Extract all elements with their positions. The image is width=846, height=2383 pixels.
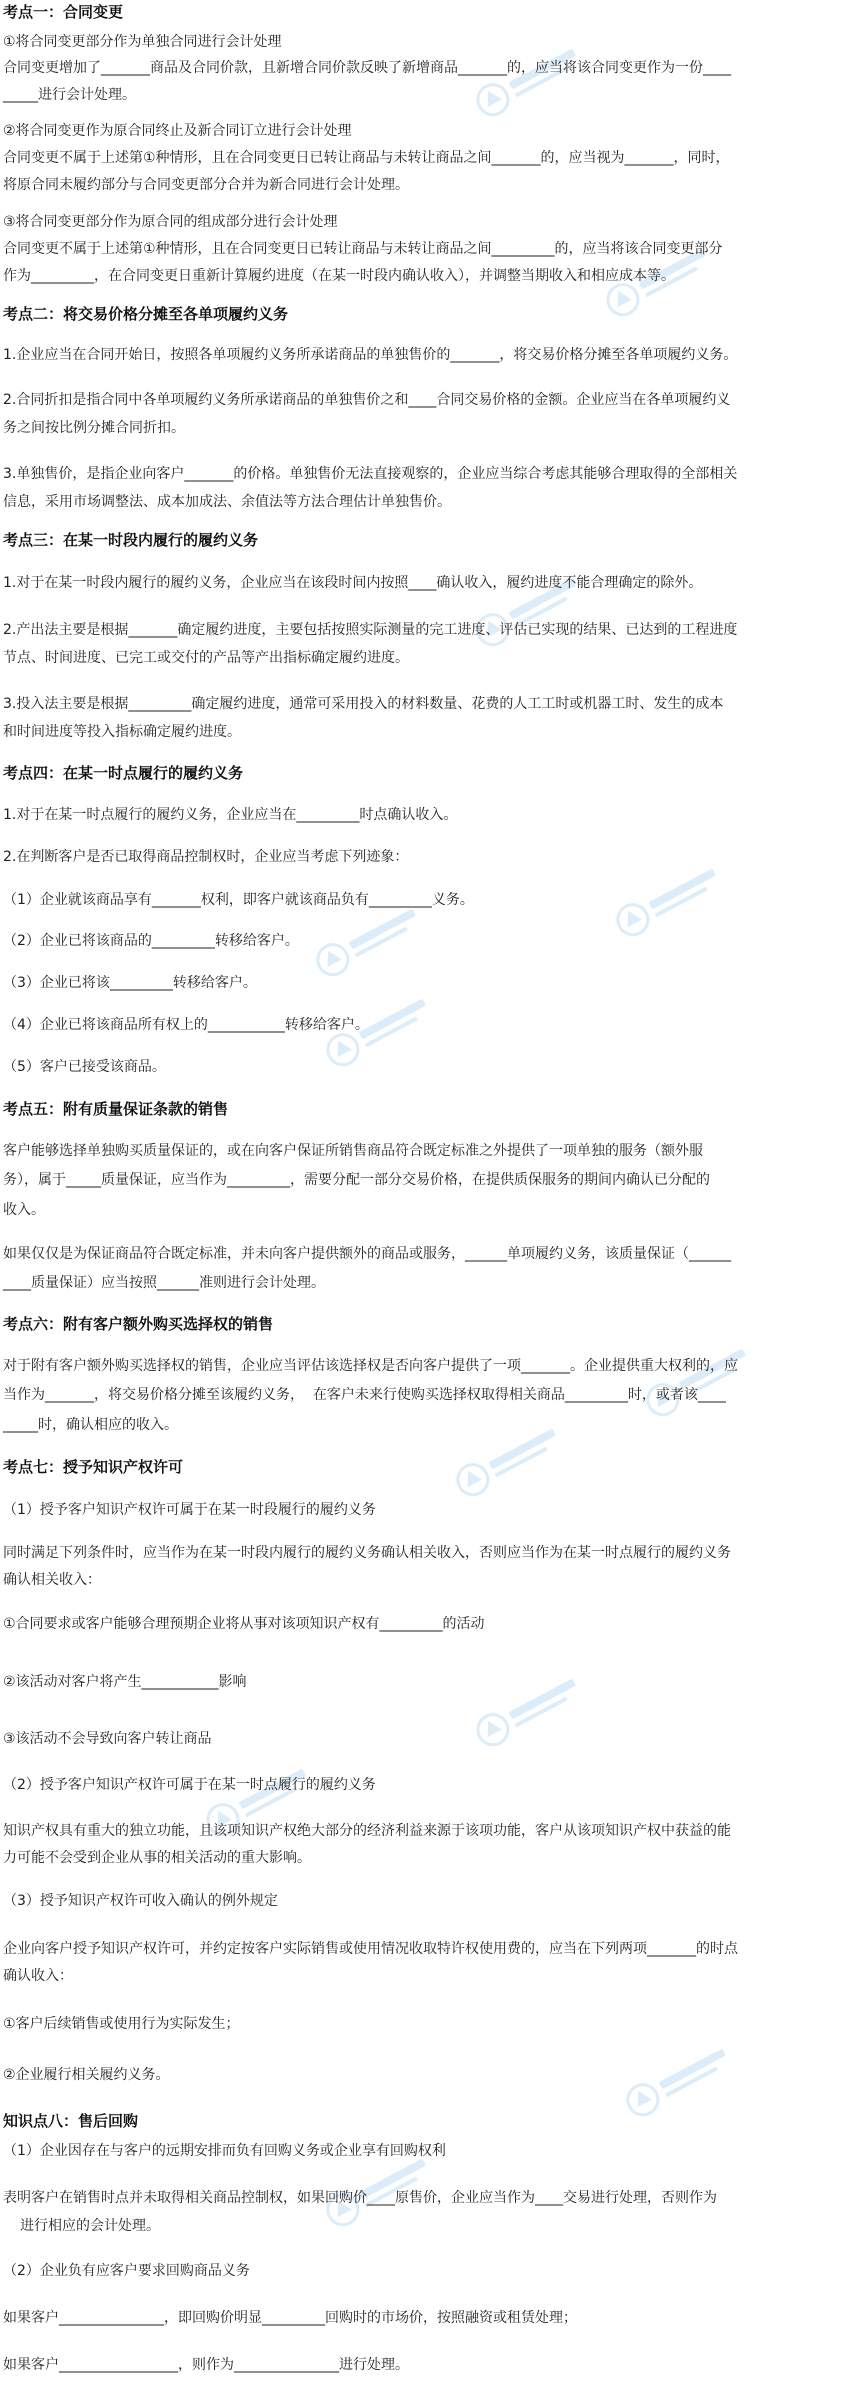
text-line: 对于附有客户额外购买选择权的销售，企业应当评估该选择权是否向客户提供了一项_______。企业提供重大权利的，应: [3, 1358, 738, 1374]
text-line: 节点、时间进度、已完工或交付的产品等产出指标确定履约进度。: [3, 650, 409, 666]
text-line: 收入。: [3, 1202, 45, 1218]
list-item: ②该活动对客户将产生___________影响: [3, 1674, 247, 1690]
watermark-logo: [608, 854, 733, 946]
text-line: 和时间进度等投入指标确定履约进度。: [3, 724, 241, 740]
text-line: ②将合同变更作为原合同终止及新合同订立进行会计处理: [3, 123, 352, 139]
text-line: _____时，确认相应的收入。: [3, 1417, 178, 1433]
list-item: （1）企业就该商品享有_______权利，即客户就该商品负有_________义务。: [3, 892, 474, 908]
text-line: 3.单独售价，是指企业向客户_______的价格。单独售价无法直接观察的，企业应当综合考虑其能够合理取得的全部相关: [3, 466, 738, 482]
list-item: （5）客户已接受该商品。: [3, 1059, 166, 1075]
section-heading: 考点七：授予知识产权许可: [3, 1458, 184, 1476]
text-line: 如果客户_______________，即回购价明显_________回购时的市场价，按照融资或租赁处理；: [3, 2310, 577, 2326]
text-line: 当作为_______，将交易价格分摊至该履约义务， 在客户未来行使购买选择权取得相关商品_________时，或者该____: [3, 1387, 726, 1403]
text-line: 表明客户在销售时点并未取得相关商品控制权，如果回购价____原售价，企业应当作为____交易进行处理，否则作为: [3, 2190, 717, 2206]
text-line: 如果客户_________________，则作为_______________进行处理。: [3, 2357, 409, 2373]
text-line: ③将合同变更部分作为原合同的组成部分进行会计处理: [3, 214, 338, 230]
section-heading: 考点六：附有客户额外购买选择权的销售: [3, 1315, 274, 1333]
text-line: 企业向客户授予知识产权许可，并约定按客户实际销售或使用情况收取特许权使用费的，应当在下列两项_______的时点: [3, 1941, 738, 1957]
text-line: 合同变更不属于上述第①种情形，且在合同变更日已转让商品与未转让商品之间_________的，应当将该合同变更部分: [3, 241, 723, 257]
text-line: 进行相应的会计处理。: [20, 2218, 160, 2234]
text-line: _____进行会计处理。: [3, 87, 136, 103]
text-line: 知识产权具有重大的独立功能，且该项知识产权绝大部分的经济利益来源于该项功能，客户从该项知识产权中获益的能: [3, 1823, 731, 1839]
section-heading: 考点四：在某一时点履行的履约义务: [3, 764, 244, 782]
text-line: 信息，采用市场调整法、成本加成法、余值法等方法合理估计单独售价。: [3, 494, 451, 510]
text-line: 作为_________，在合同变更日重新计算履约进度（在某一时段内确认收入），并调整当期收入和相应成本等。: [3, 268, 675, 284]
text-line: 合同变更增加了_______商品及合同价款，且新增合同价款反映了新增商品_______的，应当将该合同变更作为一份____: [3, 60, 731, 76]
list-item: ①客户后续销售或使用行为实际发生；: [3, 2016, 240, 2032]
watermark-logo: [468, 34, 593, 126]
text-line: 务之间按比例分摊合同折扣。: [3, 420, 185, 436]
watermark-logo: [638, 1334, 763, 1426]
section-heading: 知识点八：售后回购: [3, 2112, 139, 2130]
text-line: 务），属于_____质量保证，应当作为_________，需要分配一部分交易价格，在提供质保服务的期间内确认已分配的: [3, 1172, 710, 1188]
text-line: 合同变更不属于上述第①种情形，且在合同变更日已转让商品与未转让商品之间_______的，应当视为_______，同时，: [3, 150, 730, 166]
text-line: （2）授予客户知识产权许可属于在某一时点履行的履约义务: [3, 1777, 376, 1793]
section-heading: 考点五：附有质量保证条款的销售: [3, 1100, 229, 1118]
text-line: ____质量保证）应当按照______准则进行会计处理。: [3, 1275, 325, 1291]
text-line: 2.合同折扣是指合同中各单项履约义务所承诺商品的单独售价之和____合同交易价格的金额。企业应当在各单项履约义: [3, 392, 731, 408]
text-line: （1）授予客户知识产权许可属于在某一时段履行的履约义务: [3, 1502, 376, 1518]
text-line: 如果仅仅是为保证商品符合既定标准，并未向客户提供额外的商品或服务，______单项履约义务，该质量保证（______: [3, 1246, 731, 1262]
section-heading: 考点二：将交易价格分摊至各单项履约义务: [3, 305, 289, 323]
watermark-logo: [618, 2034, 743, 2126]
text-line: 确认收入：: [3, 1968, 73, 1984]
text-line: 1.企业应当在合同开始日，按照各单项履约义务所承诺商品的单独售价的_______，将交易价格分摊至各单项履约义务。: [3, 347, 738, 363]
text-line: ①将合同变更部分作为单独合同进行会计处理: [3, 34, 282, 50]
text-line: 1.对于在某一时段内履行的履约义务，企业应当在该段时间内按照____确认收入，履约进度不能合理确定的除外。: [3, 575, 703, 591]
text-line: 确认相关收入：: [3, 1572, 101, 1588]
text-line: （1）企业因存在与客户的远期安排而负有回购义务或企业享有回购权利: [3, 2143, 446, 2159]
text-line: （2）企业负有应客户要求回购商品义务: [3, 2263, 250, 2279]
text-line: 2.在判断客户是否已取得商品控制权时，企业应当考虑下列迹象：: [3, 849, 409, 865]
watermark-logo: [448, 1414, 573, 1506]
section-heading: 考点一：合同变更: [3, 3, 124, 21]
text-line: 客户能够选择单独购买质量保证的，或在向客户保证所销售商品符合既定标准之外提供了一项单独的服务（额外服: [3, 1143, 703, 1159]
text-line: 力可能不会受到企业从事的相关活动的重大影响。: [3, 1850, 311, 1866]
section-heading: 考点三：在某一时段内履行的履约义务: [3, 531, 259, 549]
list-item: （3）企业已将该_________转移给客户。: [3, 975, 257, 991]
text-line: 3.投入法主要是根据_________确定履约进度，通常可采用投入的材料数量、花费的人工工时或机器工时、发生的成本: [3, 696, 724, 712]
text-line: 将原合同未履约部分与合同变更部分合并为新合同进行会计处理。: [3, 177, 409, 193]
list-item: ①合同要求或客户能够合理预期企业将从事对该项知识产权有_________的活动: [3, 1616, 485, 1632]
text-line: （3）授予知识产权许可收入确认的例外规定: [3, 1893, 278, 1909]
list-item: ②企业履行相关履约义务。: [3, 2067, 170, 2083]
list-item: ③该活动不会导致向客户转让商品: [3, 1731, 212, 1747]
text-line: 同时满足下列条件时，应当作为在某一时段内履行的履约义务确认相关收入，否则应当作为在某一时点履行的履约义务: [3, 1545, 731, 1561]
list-item: （4）企业已将该商品所有权上的___________转移给客户。: [3, 1017, 369, 1033]
list-item: （2）企业已将该商品的_________转移给客户。: [3, 933, 299, 949]
text-line: 2.产出法主要是根据_______确定履约进度，主要包括按照实际测量的完工进度、评估已实现的结果、已达到的工程进度: [3, 622, 738, 638]
watermark-logo: [468, 1664, 593, 1756]
text-line: 1.对于在某一时点履行的履约义务，企业应当在_________时点确认收入。: [3, 807, 458, 823]
